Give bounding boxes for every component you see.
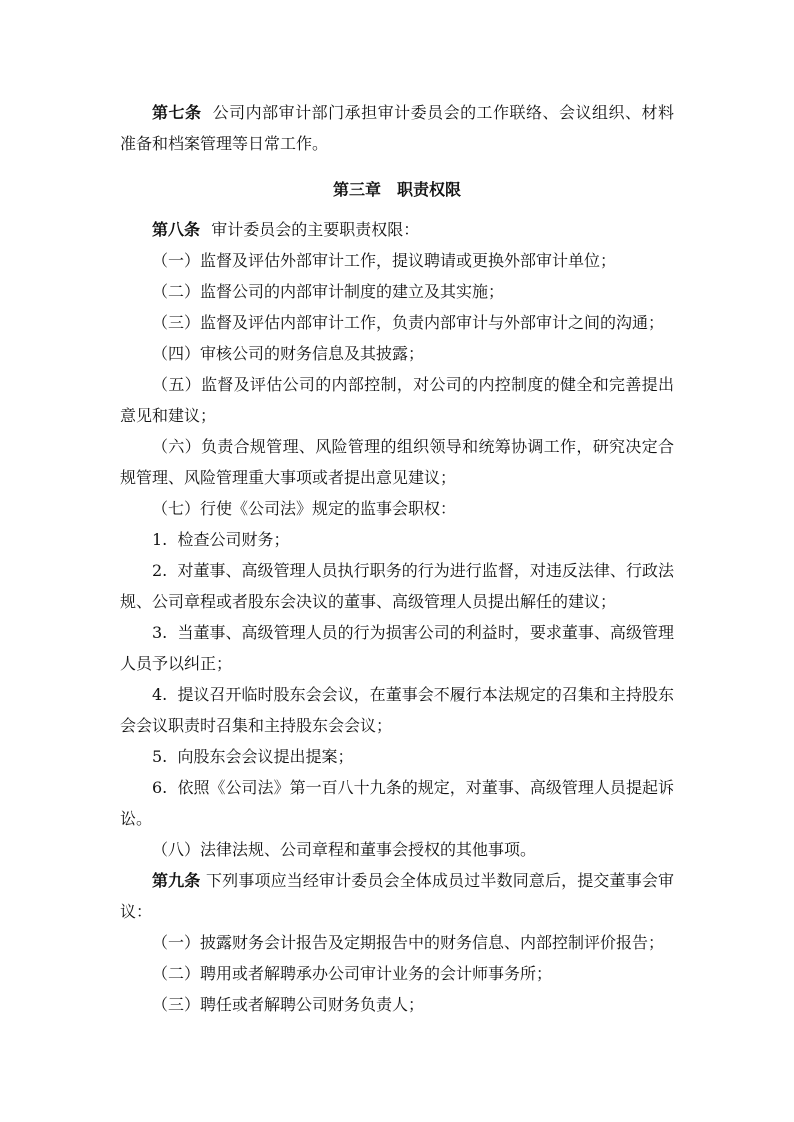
article-7-text: 公司内部审计部门承担审计委员会的工作联络、会议组织、材料准备和档案管理等日常工作。 (120, 103, 674, 153)
article-8-text: 审计委员会的主要职责权限： (211, 220, 420, 239)
paragraph-subitem-1: 1. 检查公司财务； (152, 530, 290, 549)
article-7-number: 第七条 (152, 103, 202, 122)
article-9-number: 第九条 (152, 871, 201, 890)
paragraph-item-8: （八）法律法规、公司章程和董事会授权的其他事项。 (152, 840, 537, 859)
paragraph-subitem-5: 5. 向股东会会议提出提案； (152, 747, 354, 766)
paragraph-a9-item-3: （三）聘任或者解聘公司财务负责人； (152, 995, 425, 1014)
paragraph-item-1: （一）监督及评估外部审计工作，提议聘请或更换外部审计单位； (152, 251, 617, 270)
paragraph-item-7: （七）行使《公司法》规定的监事会职权： (152, 499, 457, 518)
paragraph-subitem-6: 6. 依照《公司法》第一百八十九条的规定，对董事、高级管理人员提起诉讼。 (120, 778, 674, 828)
paragraph-article-8 (120, 214, 674, 245)
article-8-number: 第八条 (152, 220, 201, 239)
paragraph-item-3: （三）监督及评估内部审计工作，负责内部审计与外部审计之间的沟通； (152, 313, 665, 332)
paragraph-item-4: （四）审核公司的财务信息及其披露； (152, 344, 425, 363)
paragraph-a9-item-2: （二）聘用或者解聘承办公司审计业务的会计师事务所； (152, 964, 553, 983)
paragraph-item-6: （六）负责合规管理、风险管理的组织领导和统筹协调工作，研究决定合规管理、风险管理重大事项或者提出意见建议； (120, 437, 674, 487)
paragraph-subitem-4: 4. 提议召开临时股东会会议，在董事会不履行本法规定的召集和主持股东会会议职责时召集和主持股东会会议； (120, 685, 674, 735)
paragraph-subitem-3: 3. 当董事、高级管理人员的行为损害公司的利益时，要求董事、高级管理人员予以纠正； (120, 623, 674, 673)
paragraph-article-9 (120, 865, 674, 927)
paragraph-item-2: （二）监督公司的内部审计制度的建立及其实施； (152, 282, 505, 301)
paragraph-item-5: （五）监督及评估公司的内部控制，对公司的内控制度的健全和完善提出意见和建议； (120, 375, 674, 425)
chapter-heading: 第三章 职责权限 (332, 180, 461, 199)
paragraph-article-7 (120, 97, 674, 159)
article-9-text: 下列事项应当经审计委员会全体成员过半数同意后，提交董事会审议： (120, 871, 674, 921)
paragraph-a9-item-1: （一）披露财务会计报告及定期报告中的财务信息、内部控制评价报告； (152, 933, 665, 952)
paragraph-subitem-2: 2. 对董事、高级管理人员执行职务的行为进行监督，对违反法律、行政法规、公司章程或者股东会决议的董事、高级管理人员提出解任的建议； (120, 561, 674, 611)
